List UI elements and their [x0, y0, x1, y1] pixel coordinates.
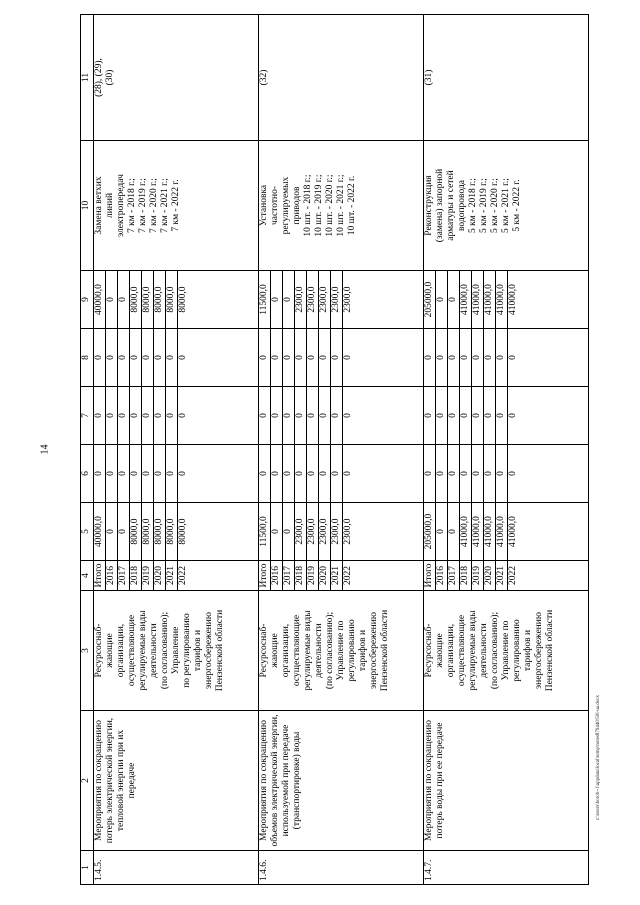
measure-name: Мероприятия по сокращению потерь электрической энергии, тепловой энергии при их передаче — [94, 711, 259, 851]
value-col6: 0 — [295, 445, 307, 503]
value-col7: 0 — [142, 387, 154, 445]
year-cell: 2021 — [496, 561, 508, 591]
value-col9: 8000,0 — [178, 271, 259, 329]
value-col7: 0 — [118, 387, 130, 445]
year-cell: 2018 — [460, 561, 472, 591]
value-col8: 0 — [319, 329, 331, 387]
value-col8: 0 — [496, 329, 508, 387]
value-col9: 41000,0 — [508, 271, 589, 329]
page-number: 14 — [39, 444, 51, 455]
indicator-reference: (28), (29), (30) — [94, 15, 259, 141]
value-col8: 0 — [154, 329, 166, 387]
value-col8: 0 — [436, 329, 448, 387]
value-col7: 0 — [94, 387, 106, 445]
value-col6: 0 — [472, 445, 484, 503]
value-col5: 2300,0 — [343, 503, 424, 561]
value-col9: 0 — [118, 271, 130, 329]
year-cell: 2021 — [166, 561, 178, 591]
value-col5: 8000,0 — [166, 503, 178, 561]
value-col6: 0 — [271, 445, 283, 503]
value-col6: 0 — [319, 445, 331, 503]
value-col9: 41000,0 — [472, 271, 484, 329]
year-cell: 2019 — [472, 561, 484, 591]
header-col-1: 1 — [81, 851, 94, 885]
value-col5: 0 — [106, 503, 118, 561]
value-col7: 0 — [496, 387, 508, 445]
year-cell: Итого — [94, 561, 106, 591]
value-col7: 0 — [424, 387, 436, 445]
value-col5: 11500,0 — [259, 503, 271, 561]
table-row — [424, 15, 436, 885]
value-col6: 0 — [343, 445, 424, 503]
header-col-7: 7 — [81, 387, 94, 445]
table-row — [259, 15, 271, 885]
executor: Ресурсоснаб- жающие организации, осуществляющие регулируемые виды деятельности (по согласованию); Управление по регулированию тарифов и энергосбережению Пензенской области — [94, 591, 259, 711]
header-col-9: 9 — [81, 271, 94, 329]
row-number: 1.4.7. — [424, 851, 589, 885]
value-col7: 0 — [319, 387, 331, 445]
year-cell: Итого — [259, 561, 271, 591]
value-col6: 0 — [154, 445, 166, 503]
value-col5: 8000,0 — [178, 503, 259, 561]
value-col8: 0 — [106, 329, 118, 387]
executor: Ресурсоснаб- жающие организации, осуществляющие регулируемые виды деятельности (по согласованию); Управление по регулированию тарифов и энергосбережению Пензенской области — [424, 591, 589, 711]
value-col7: 0 — [166, 387, 178, 445]
value-col5: 8000,0 — [142, 503, 154, 561]
value-col8: 0 — [259, 329, 271, 387]
value-col5: 0 — [283, 503, 295, 561]
year-cell: 2016 — [436, 561, 448, 591]
value-col7: 0 — [508, 387, 589, 445]
value-col9: 8000,0 — [154, 271, 166, 329]
value-col5: 2300,0 — [319, 503, 331, 561]
value-col9: 0 — [448, 271, 460, 329]
value-col7: 0 — [178, 387, 259, 445]
table-row — [94, 15, 106, 885]
value-col6: 0 — [307, 445, 319, 503]
year-cell: 2017 — [118, 561, 130, 591]
value-col5: 8000,0 — [154, 503, 166, 561]
value-col6: 0 — [436, 445, 448, 503]
value-col7: 0 — [484, 387, 496, 445]
value-col9: 2300,0 — [319, 271, 331, 329]
rotated-table-wrapper — [80, 15, 600, 885]
value-col7: 0 — [343, 387, 424, 445]
value-col6: 0 — [331, 445, 343, 503]
value-col5: 0 — [118, 503, 130, 561]
value-col8: 0 — [130, 329, 142, 387]
value-col9: 40000,0 — [94, 271, 106, 329]
value-col7: 0 — [130, 387, 142, 445]
value-col8: 0 — [295, 329, 307, 387]
year-cell: 2017 — [283, 561, 295, 591]
year-cell: 2022 — [178, 561, 259, 591]
measures-table — [80, 14, 589, 885]
value-col6: 0 — [424, 445, 436, 503]
year-cell: 2019 — [142, 561, 154, 591]
value-col7: 0 — [331, 387, 343, 445]
value-col5: 8000,0 — [130, 503, 142, 561]
value-col7: 0 — [460, 387, 472, 445]
value-col9: 0 — [283, 271, 295, 329]
header-col-2: 2 — [81, 711, 94, 851]
value-col7: 0 — [259, 387, 271, 445]
indicator-reference: (31) — [424, 15, 589, 141]
value-col7: 0 — [154, 387, 166, 445]
value-col9: 2300,0 — [295, 271, 307, 329]
value-col6: 0 — [142, 445, 154, 503]
value-col9: 41000,0 — [460, 271, 472, 329]
table-body — [94, 15, 589, 885]
year-cell: 2020 — [154, 561, 166, 591]
value-col9: 41000,0 — [484, 271, 496, 329]
value-col9: 0 — [106, 271, 118, 329]
header-row — [81, 15, 94, 885]
value-col8: 0 — [307, 329, 319, 387]
value-col9: 8000,0 — [142, 271, 154, 329]
value-col8: 0 — [118, 329, 130, 387]
year-cell: 2018 — [130, 561, 142, 591]
value-col5: 0 — [448, 503, 460, 561]
value-col6: 0 — [259, 445, 271, 503]
measure-name: Мероприятия по сокращению потерь воды при ее передаче — [424, 711, 589, 851]
measure-name: Мероприятия по сокращению объемов электрической энергии, используемой при передаче (транспортировке) воды — [259, 711, 424, 851]
footer-path: c:\users\borob~1\appdata\local\temp\notes879440\50l-ua.docx — [596, 694, 601, 820]
row-number: 1.4.6. — [259, 851, 424, 885]
value-col8: 0 — [178, 329, 259, 387]
value-col8: 0 — [508, 329, 589, 387]
year-cell: 2016 — [271, 561, 283, 591]
value-col5: 41000,0 — [484, 503, 496, 561]
value-col7: 0 — [307, 387, 319, 445]
value-col5: 41000,0 — [460, 503, 472, 561]
header-col-4: 4 — [81, 561, 94, 591]
value-col8: 0 — [424, 329, 436, 387]
header-col-5: 5 — [81, 503, 94, 561]
value-col6: 0 — [178, 445, 259, 503]
expected-result: Реконструкция (замена) запорной арматуры и сетей водопровода 5 км - 2018 г.; 5 км - 2019 г.; 5 км - 2020 г.; 5 км - 2021 г.; 5 км - 2022 г. — [424, 141, 589, 271]
value-col7: 0 — [295, 387, 307, 445]
value-col8: 0 — [343, 329, 424, 387]
value-col6: 0 — [130, 445, 142, 503]
header-col-10: 10 — [81, 141, 94, 271]
year-cell: 2019 — [307, 561, 319, 591]
year-cell: 2018 — [295, 561, 307, 591]
value-col9: 0 — [436, 271, 448, 329]
value-col9: 0 — [271, 271, 283, 329]
indicator-reference: (32) — [259, 15, 424, 141]
value-col6: 0 — [460, 445, 472, 503]
year-cell: 2020 — [484, 561, 496, 591]
year-cell: 2016 — [106, 561, 118, 591]
value-col6: 0 — [118, 445, 130, 503]
header-col-11: 11 — [81, 15, 94, 141]
value-col5: 2300,0 — [307, 503, 319, 561]
value-col8: 0 — [484, 329, 496, 387]
value-col6: 0 — [484, 445, 496, 503]
year-cell: 2022 — [343, 561, 424, 591]
value-col5: 2300,0 — [295, 503, 307, 561]
value-col9: 11500,0 — [259, 271, 271, 329]
value-col8: 0 — [331, 329, 343, 387]
expected-result: Замена ветхих линий электропередач 7 км - 2018 г.; 7 км - 2019 г.; 7 км - 2020 г.; 7 км - 2021 г.; 7 км - 2022 г. — [94, 141, 259, 271]
row-number: 1.4.5. — [94, 851, 259, 885]
year-cell: 2020 — [319, 561, 331, 591]
value-col6: 0 — [94, 445, 106, 503]
year-cell: 2021 — [331, 561, 343, 591]
expected-result: Установка частотно- регулируемых приводов 10 шт. - 2018 г.; 10 шт. - 2019 г.; 10 шт. - 2020 г.; 10 шт. - 2021 г.; 10 шт. - 2022 г. — [259, 141, 424, 271]
value-col9: 2300,0 — [307, 271, 319, 329]
value-col9: 41000,0 — [496, 271, 508, 329]
value-col9: 8000,0 — [130, 271, 142, 329]
value-col7: 0 — [106, 387, 118, 445]
value-col8: 0 — [460, 329, 472, 387]
value-col6: 0 — [166, 445, 178, 503]
value-col8: 0 — [142, 329, 154, 387]
value-col9: 2300,0 — [343, 271, 424, 329]
year-cell: 2022 — [508, 561, 589, 591]
value-col7: 0 — [448, 387, 460, 445]
value-col6: 0 — [496, 445, 508, 503]
value-col6: 0 — [508, 445, 589, 503]
value-col8: 0 — [271, 329, 283, 387]
value-col9: 205000,0 — [424, 271, 436, 329]
value-col6: 0 — [448, 445, 460, 503]
executor: Ресурсоснаб- жающие организации, осуществляющие регулируемые виды деятельности (по согласованию); Управление по регулированию тарифов и энергосбережению Пензенской области — [259, 591, 424, 711]
value-col8: 0 — [448, 329, 460, 387]
value-col9: 2300,0 — [331, 271, 343, 329]
value-col8: 0 — [283, 329, 295, 387]
value-col5: 2300,0 — [331, 503, 343, 561]
value-col5: 41000,0 — [472, 503, 484, 561]
value-col7: 0 — [271, 387, 283, 445]
value-col7: 0 — [283, 387, 295, 445]
value-col8: 0 — [166, 329, 178, 387]
value-col6: 0 — [106, 445, 118, 503]
year-cell: 2017 — [448, 561, 460, 591]
value-col8: 0 — [472, 329, 484, 387]
header-col-3: 3 — [81, 591, 94, 711]
value-col5: 41000,0 — [508, 503, 589, 561]
value-col5: 205000,0 — [424, 503, 436, 561]
header-col-8: 8 — [81, 329, 94, 387]
value-col6: 0 — [283, 445, 295, 503]
value-col5: 40000,0 — [94, 503, 106, 561]
value-col7: 0 — [472, 387, 484, 445]
value-col5: 0 — [436, 503, 448, 561]
year-cell: Итого — [424, 561, 436, 591]
header-col-6: 6 — [81, 445, 94, 503]
value-col9: 8000,0 — [166, 271, 178, 329]
value-col8: 0 — [94, 329, 106, 387]
value-col7: 0 — [436, 387, 448, 445]
value-col5: 0 — [271, 503, 283, 561]
value-col5: 41000,0 — [496, 503, 508, 561]
